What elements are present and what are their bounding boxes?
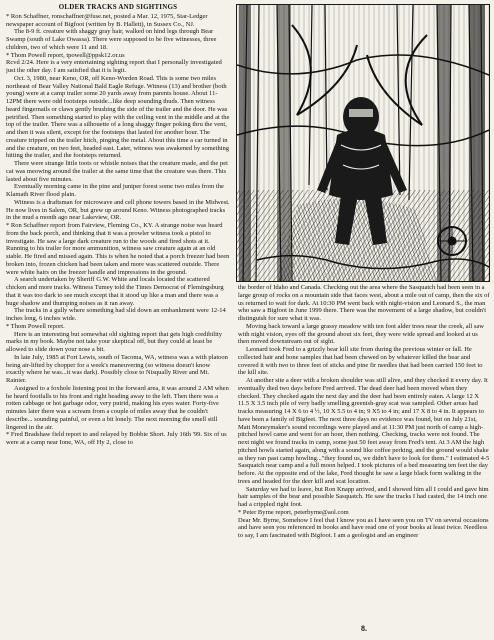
left-column-paragraph: Oct. 3, 1980, near Keno, OR, off Keno-Worden Road. This is some two miles northeast of Bear Valley National Bald Eagle Refuge. Witness (13) and brother (both young) were at a camp trailer some 20 yards away from parents house. About 11-12PM there were odd footsteps outside...like deep sounding thuds. Then witness heard fingernails or claws gently brushing the side of the trailer and the door. He was petrified. Then something started to play with the ceiling vent in the middle and at the top of the trailer. There was a silhouette of a long shaggy finger poking thru the vent, and then it was silent, except for the footsteps that lasted for another hour. The creature tripped on the trailer hitch, pinging the metal. About this time a car turned in and the creature, on two feet, headed east. Later, witness was awakened by something hitting the trailer, and the footsteps returned. [6, 74, 230, 160]
left-column-paragraph: * Thom Powell report, tpowell@ppsk12.or.us [6, 51, 125, 59]
left-column-paragraph: In late July, 1985 at Fort Lewis, south of Tacoma, WA, witness was a with platoon being air-lifted by chopper for a week's maneuvering (so witness doesn't know exactly where he was...it was dark). Possibly close to Nisqually River and Mt. Rainier. [6, 353, 228, 384]
right-column-paragraph: Leonard took Fred to a grizzly bear kill site from during the previous winter or fall. He collected hair and bone samples that had been chewed on by whatever killed the bear and covered it with two to three feet of sticks and pine fir needles that had been carried 150 feet to the kill site. [238, 346, 483, 377]
page-number: 8. [361, 624, 367, 633]
woodcut-drawing [237, 5, 489, 281]
right-column-paragraph: Saturday we had to leave, but Ron Knapp arrived, and I showed him all I could and gave him hair samples of the bear and possible Sasquatch. He saw the tracks I had casted, the 14 inch one had a crippled right foot. [238, 485, 489, 508]
left-column-paragraph: Eventually morning came in the pine and juniper forest some two miles from the Klamath River flood plain. [6, 183, 224, 198]
left-column-paragraph: * Ron Schaffner report from Fairview, Fleming Co., KY. A strange noise was heard from the back porch, and thinking that it was a prowler witness took a pistol to investigate. He saw a large dark creature run to the woods and fired shots at it. Running to his trailer for more ammunition, witness saw creature again at an old stable. He fired and missed again. This is when he noted that a porch freezer had been broken into, frozen chicken had been taken and more was scattered outside. There were white hairs on the freezer handle and impressions in the ground. [6, 222, 230, 276]
left-column-paragraph: There were strange little toots or whistle noises that the creature made, and the pet cat was meowing around the trailer at the same time that the creature was there. This lasted about five minutes. [6, 160, 228, 183]
left-column-paragraph: * Thom Powell report. [6, 322, 65, 330]
left-column-paragraph: Rcvd 2/24. Here is a very entertaining sighting report that I personally investigated just the other day. I am satisfied that it is legit. [6, 59, 222, 74]
left-column-paragraph: * Ron Schaffner, ronschaffner@fuse.net, posted a Mar. 12, 1975, Star-Ledger newspaper account of Bigfoot (written by B. Hallett), in Sussex Co., NJ. [6, 12, 208, 28]
right-text-column [238, 284, 490, 628]
right-column-paragraph: * Peter Byrne report, peterbyrne@aol.com [238, 508, 349, 516]
left-column-paragraph: The tracks in a gully where something had slid down an embankment were 12-14 inches long, 6 inches wide. [6, 307, 226, 322]
right-column-paragraph: Dear Mr. Byrne, Somehow I feel that I know you as I have seen you on TV on several occasions and have seen you referenced in books and have read one of your books at least twice. Needless to say, I am fascinated with Bigfoot. I am a geologist and an engineer [238, 516, 489, 539]
left-text-column [6, 4, 230, 632]
left-column-paragraph: Here is an interesting but somewhat old sighting report that gets high credibility marks in my book. Maybe not take your skeptical off, but they could at least be allowed to slide down your nose a bit. [6, 330, 222, 353]
left-column-paragraph: A search undertaken by Sheriff G.W. White and locals located the scattered chicken and more tracks. Witness Tumey told the Times Democrat of Flemingsburg that it was too dark to see much except that it stood up like a man and there was a huge shadow and thumping noises as it ran away. [6, 276, 224, 307]
section-heading: OLDER TRACKS AND SIGHTINGS [58, 4, 178, 11]
left-column-paragraph: * Fred Bradshaw field report to and relayed by Bobbie Short. July 16th '99. Six of us were at a camp near Ione, WA, off Hy 2, close to [6, 431, 227, 446]
left-column-paragraph: Witness is a draftsman for microwave and cell phone towers based in the Midwest. He now lives in Salem, OR, but grew up around Keno. Witness photographed tracks in the mud a month ago near Lakeview, OR. [6, 198, 230, 222]
right-column-paragraph: At another site a deer with a broken shoulder was still alive, and they checked it every day. It eventually died two days before Fred arrived. The dead deer had been moved when they checked. They checked again the next day and the deer had been entirely eaten. A large 12 X 11.5 X 3.5 inch pile of very badly smelling greenish-gray scat was sampled. Other areas had tracks measuring 14 X 6 to 4 ½, 10 X 5.5 to 4 in; 9 X5 to 4 in; and 17 X 8 to 4 in. It appears to have been a family of Bigfeet. The next three days no evidence was found, but on July 21st, Matt Moneymaker's sound recordings were played and at 11:30 PM just north of camp a high-pitched howl came and went for an hour, then nothing. Checking, tracks were not found. The next night we found tracks in camp, some just 50 feet away from Fred's tent. At 3 AM the high pitched howls started again, along with a sound like coffee perking, and the ground would shake as they ran past camp howling..."they found us, we didn't have to look for them." I estimated 4-5 Sasquatch near camp and a full moon helped. I took pictures of a bed measuring ten feet the day before. At the opposite end of the lake, Fred thought he saw a large black form walking in the trees and headed for the deer kill and scat location. [238, 377, 490, 485]
forest-sasquatch-illustration [236, 4, 490, 282]
right-column-paragraph: the border of Idaho and Canada. Checking out the area where the Sasquatch had been seen in a large group of rocks on a mountain side that faces west, about a mile out of camp, then the six of us returned to wait for dark. At 10:30 PM went back with night-vision and Leonard S., the man who saw a Bigfoot in June 1999 there. There was the movement of a large shadow, but couldn't distinguish for sure what it was. [238, 284, 490, 322]
right-column-paragraph: Moving back toward a large grassy meadow with ten foot alder trees near the creek, all saw with night vision, eyes off the ground about six feet, they were wide spread and looked at us then moved downstream out of sight. [238, 322, 484, 346]
left-column-paragraph: The 8-9 ft. creature with shaggy gray hair, walked on hind legs through Bear Swamp (south of Lake Owassa). There were supposed to be five witnesses, three children, two of which were 11 and 18. [6, 28, 217, 51]
left-column-paragraph: Assigned to a foxhole listening post in the forward area, it was around 2 AM when he heard footfalls to his front and right heading away to the left. Then there was a rotten cabbage or hot garbage odor, very putrid, making his eyes water. Forty-five minutes later there was a scream from a couple of miles away that he couldn't describe... sounding painful, or even a bit lonely. The next morning the smell still lingered in the air. [6, 384, 229, 431]
trailer-wheel [438, 227, 466, 255]
